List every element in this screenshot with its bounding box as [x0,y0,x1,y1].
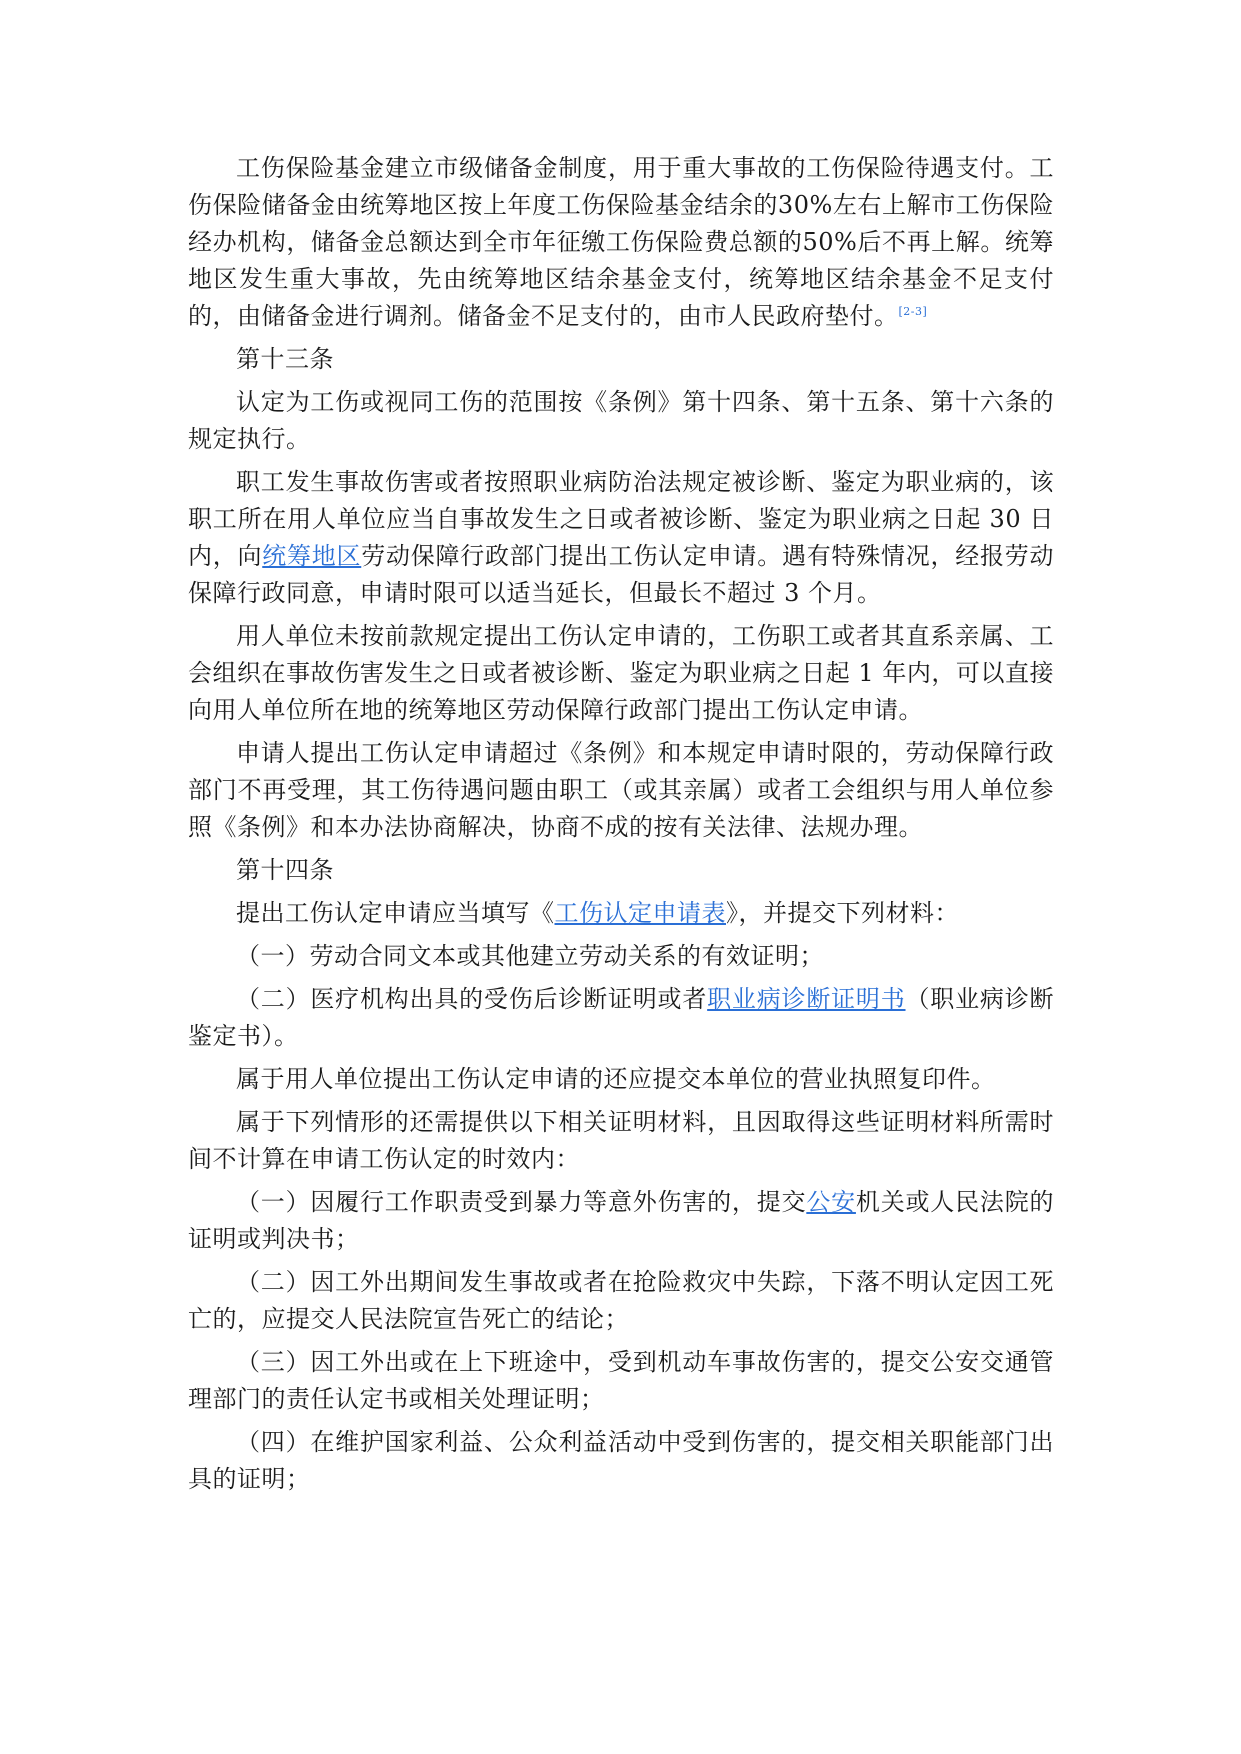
paragraph-application-deadline [188,464,1054,612]
paragraph-text: 职工发生事故伤害或者按照职业病防治法规定被诊断、鉴定为职业病的，该职工所在用人单位应当自事故发生之日或者被诊断、鉴定为职业病之日起 30 日内，向 [188,468,1054,570]
paragraph-text: 劳动保障行政部门提出工伤认定申请。遇有特殊情况，经报劳动保障行政同意，申请时限可以适当延长，但最长不超过 3 个月。 [188,542,1054,607]
paragraph-additional-materials: 属于下列情形的还需提供以下相关证明材料，且因取得这些证明材料所需时间不计算在申请工伤认定的时效内： [188,1108,1054,1173]
paragraph-reserve-fund [188,150,1054,335]
paragraph-employer-failure: 用人单位未按前款规定提出工伤认定申请的，工伤职工或者其直系亲属、工会组织在事故伤害发生之日或者被诊断、鉴定为职业病之日起 1 年内，可以直接向用人单位所在地的统筹地区劳动保障行政部门提出工伤认定申请。 [188,622,1054,724]
list-item-labor-contract: （一）劳动合同文本或其他建立劳动关系的有效证明； [236,942,824,970]
list-item-medical-certificate [188,981,1054,1055]
list-item-public-interest: （四）在维护国家利益、公众利益活动中受到伤害的，提交相关职能部门出具的证明； [188,1428,1054,1493]
citation-link[interactable]: [2-3] [898,305,928,318]
paragraph-business-license: 属于用人单位提出工伤认定申请的还应提交本单位的营业执照复印件。 [236,1065,996,1093]
article-13-heading: 第十三条 [236,345,334,373]
link-coordination-area[interactable]: 统筹地区 [262,542,362,570]
paragraph-text: 工伤保险基金建立市级储备金制度，用于重大事故的工伤保险待遇支付。工伤保险储备金由统筹地区按上年度工伤保险基金结余的30%左右上解市工伤保险经办机构，储备金总额达到全市年征缴工伤保险费总额的50%后不再上解。统筹地区发生重大事故，先由统筹地区结余基金支付，统筹地区结余基金不足支付的，由储备金进行调剂。储备金不足支付的，由市人民政府垫付。 [188,154,1054,330]
paragraph-text: （一）因履行工作职责受到暴力等意外伤害的，提交 [236,1188,807,1216]
document-page [188,150,1054,1504]
paragraph-overdue: 申请人提出工伤认定申请超过《条例》和本规定申请时限的，劳动保障行政部门不再受理，其工伤待遇问题由职工（或其亲属）或者工会组织与用人单位参照《条例》和本办法协商解决，协商不成的按有关法律、法规办理。 [188,739,1054,841]
paragraph-text: （二）医疗机构出具的受伤后诊断证明或者 [236,985,708,1013]
paragraph-application-form [188,895,1054,932]
paragraph-text: 机关或人民法院的证明或判决书； [188,1188,1054,1253]
list-item-violence [188,1184,1054,1258]
article-14-heading: 第十四条 [236,856,334,884]
paragraph-scope: 认定为工伤或视同工伤的范围按《条例》第十四条、第十五条、第十六条的规定执行。 [188,388,1054,453]
paragraph-text: （职业病诊断鉴定书）。 [188,985,1054,1050]
list-item-missing: （二）因工外出期间发生事故或者在抢险救灾中失踪，下落不明认定因工死亡的，应提交人民法院宣告死亡的结论； [188,1268,1054,1333]
paragraph-text: 提出工伤认定申请应当填写《 [236,899,555,927]
paragraph-text: 》，并提交下列材料： [726,899,959,927]
list-item-traffic-accident: （三）因工外出或在上下班途中，受到机动车事故伤害的，提交公安交通管理部门的责任认定书或相关处理证明； [188,1348,1054,1413]
link-application-form[interactable]: 工伤认定申请表 [554,899,726,927]
link-occupational-disease-certificate[interactable]: 职业病诊断证明书 [707,985,906,1013]
link-public-security[interactable]: 公安 [806,1188,856,1216]
